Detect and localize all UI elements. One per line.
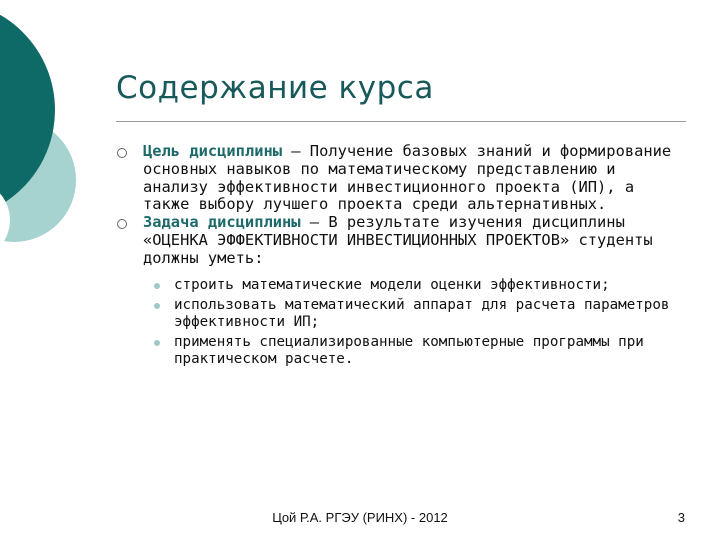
sub-list-item-text: использовать математический аппарат для расчета параметров эффективности ИП; bbox=[174, 297, 670, 330]
list-item-term: Задача дисциплины bbox=[143, 213, 301, 232]
slide-title: Содержание курса bbox=[116, 70, 434, 106]
ring-bullet-icon bbox=[117, 148, 127, 158]
dot-bullet-icon bbox=[154, 340, 160, 346]
sub-list bbox=[143, 277, 686, 368]
decorative-circles bbox=[0, 0, 120, 300]
content-list bbox=[116, 143, 686, 371]
title-divider bbox=[116, 121, 686, 122]
sub-list-item bbox=[146, 334, 686, 367]
slide-footer: Цой Р.А. РГЭУ (РИНХ) - 2012 bbox=[272, 510, 448, 525]
list-item-text: – Получение базовых знаний и формирование основных навыков по математическому представлению и анализу эффективности инвестиционного проекта (ИП), а также выбору лучшего проекта среди альтернативных. bbox=[143, 142, 672, 214]
dot-bullet-icon bbox=[154, 283, 160, 289]
sub-list-item-text: применять специализированные компьютерные программы при практическом расчете. bbox=[174, 334, 644, 367]
list-item-term: Цель дисциплины bbox=[143, 142, 282, 160]
ring-bullet-icon bbox=[117, 219, 127, 229]
list-item-text: – В результате изучения дисциплины «ОЦЕНКА ЭФФЕКТИВНОСТИ ИНВЕСТИЦИОННЫХ ПРОЕКТОВ» студенты должны уметь: bbox=[143, 213, 653, 267]
page-number: 3 bbox=[677, 510, 685, 525]
list-item bbox=[116, 143, 686, 214]
sub-list-item bbox=[146, 297, 686, 330]
list-item bbox=[116, 214, 686, 367]
sub-list-item-text: строить математические модели оценки эффективности; bbox=[174, 276, 610, 293]
dot-bullet-icon bbox=[154, 303, 160, 309]
sub-list-item bbox=[146, 277, 686, 294]
